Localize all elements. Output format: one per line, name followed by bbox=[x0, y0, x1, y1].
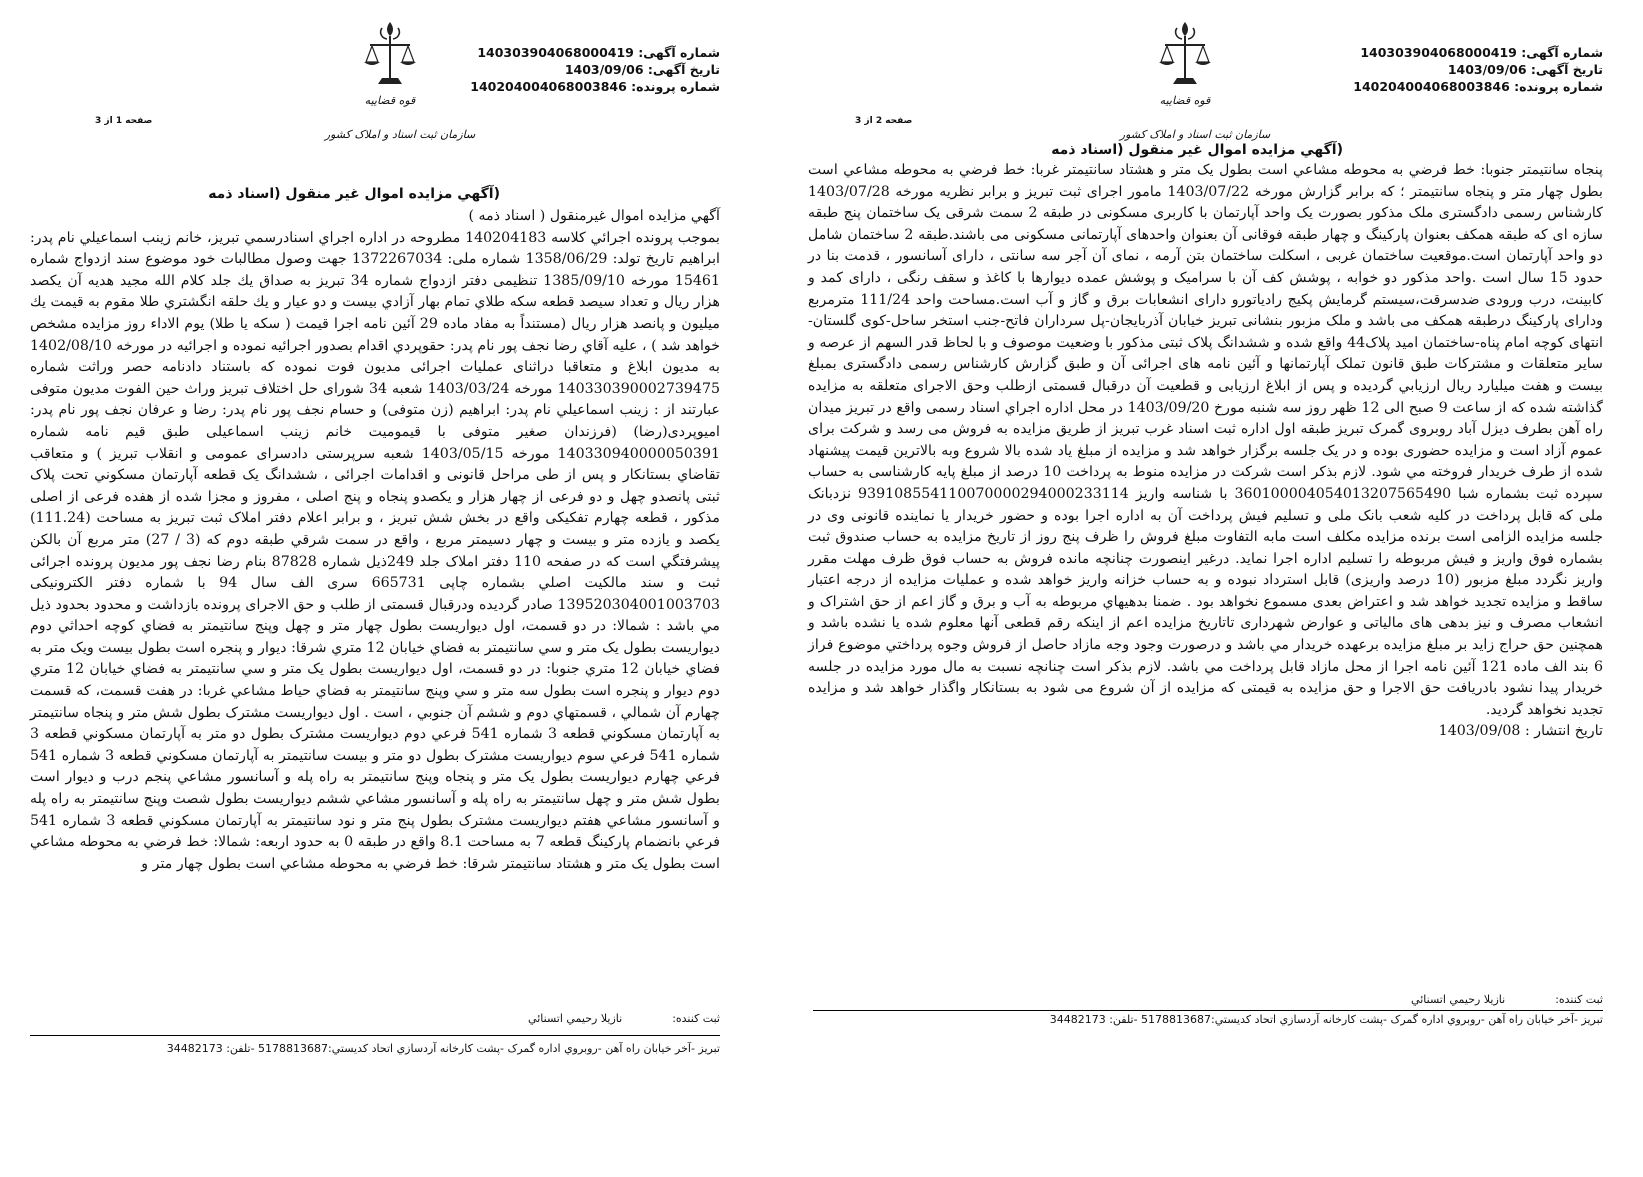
page-2 bbox=[800, 0, 1643, 1177]
body-heading: آگهي مزايده اموال غيرمنقول ( اسناد ذمه ) bbox=[468, 208, 720, 224]
notice-number: 140303904068000419 bbox=[477, 45, 634, 60]
notice-number: 140303904068000419 bbox=[1360, 45, 1517, 60]
recorder-label: ثبت كننده: bbox=[1555, 993, 1603, 1006]
page-1 bbox=[0, 0, 790, 1177]
body-paragraph: بموجب پرونده اجرائي كلاسه 140204183 مطروحه در اداره اجراي اسنادرسمي تبريز، خانم زينب اسماعيلي نام پدر: ابراهيم تاريخ تولد: 1358/06/29 شماره ملی: 1372267034 جهت وصول مطالبات خود موضوع سند ازدواج شماره 15461 مورخه 1385/09/10 تنظيمی دفتر ازدواج شماره 34 تبريز به صداق يك جلد كلام الله مجيد هديه آن يكصد هزار ريال و تعداد سيصد قطعه سكه طلاي تمام بهار آزادي بيست و دو عيار و يك حلقه انگشتري طلا مقوم به قيمت يك ميليون و پانصد هزار ريال (مستنداً به مفاد ماده 29 آئين نامه اجرا قيمت ( سكه يا طلا) يوم الاداء روز مزايده مشخص خواهد شد ) ، عليه آقاي رضا نجف پور نام پدر: حقوپردي اقدام بصدور اجرائيه نموده و اجرائيه در مورخه 1402/08/10 به مديون ابلاغ و متعاقبا دراثنای عمليات اجرائی مديون فوت نموده كه باستناد دادنامه حصر وراثت شماره 140330390002739475 مورخه 1403/03/24 شعبه 34 شورای حل اختلاف تبريز وراث حين الفوت مديون متوفی عبارتند از : زينب اسماعيلي نام پدر: ابراهيم (زن متوفی) و حسام نجف پور نام پدر: رضا و عرفان نجف پور نام پدر: اميوپردی(رضا) (فرزندان صغير متوفی با قيموميت خانم زينب اسماعيلی طبق قيم نامه شماره 140330940000050391 مورخه 1403/05/15 شعبه سرپرستی دادسرای عمومی و انقلاب تبريز ) و متعاقب تقاضاي بستانكار و پس از طی مراحل قانونی و اقدامات اجرائی ، ششدانگ يک قطعه آپارتمان مسكوني تحت پلاک ثبتی پانصدو چهل و دو فرعی از چهار هزار و يكصدو پنجاه و پنج اصلی ، مفروز و مجزا شده از هفده فرعی از اصلی مذكور ، قطعه چهارم تفكيكی واقع در بخش شش تبريز ، و برابر اعلام دفتر املاک ثبت تبريز به مساحت (111.24) يكصد و يازده متر و بيست و چهار دسيمتر مربع ، واقع در سمت شرقي طبقه دوم كه (3 / 27) متر مربع آن بالكن پيشرفتگي است كه در صفحه 110 دفتر املاک جلد 249ذيل شماره 87828 بنام رضا نجف پور مديون پرونده اجرائی ثبت و سند مالكيت اصلي بشماره چاپی 665731 سری الف سال 94 با شماره دفتر الكترونيكی 139520304001003703 صادر گرديده ودرقبال قسمتی از طلب و حق الاجرای پرونده بازداشت و محدود بحدود ذيل مي باشد : شمالا: در دو قسمت، اول ديواريست بطول چهار متر و چهل وپنج سانتيمتر به فضاي كوچه احداثي دوم ديواريست بطول يک متر و سي سانتيمتر به فضاي خيابان 12 متري شرقا: ديوار و پنجره است بطول بيست ويک متر به فضاي خيابان 12 متري جنوبا: در دو قسمت، اول ديواريست بطول يک متر و سي سانتيمتر به فضاي خيابان 12 متري دوم ديوار و پنجره است بطول سه متر و سي وپنج سانتيمتر به فضاي حياط مشاعي غربا: در هفت قسمت، كه قسمت چهارم آن شمالي ، قسمتهاي دوم و ششم آن جنوبي ، است . اول ديواريست مشترک بطول شش متر و پنجاه سانتيمتر به آپارتمان مسكوني قطعه 3 شماره 541 فرعي دوم ديواريست مشترک بطول دو متر به آپارتمان مسكوني قطعه 3 شماره 541 فرعي سوم ديواريست مشترک بطول دو متر و بيست سانتيمتر به آپارتمان مسكوني قطعه 3 شماره 541 فرعي چهارم ديواريست بطول يک متر و پنجاه وپنج سانتيمتر به راه پله و آسانسور مشاعي پنجم درب و ديوار است بطول شش متر و چهل سانتيمتر به راه پله و آسانسور مشاعي ششم ديواريست بطول شصت وپنج سانتيمتر به راه پله و آسانسور مشاعي هفتم ديواريست مشترک بطول پنج متر و نود سانتيمتر به آپارتمان مسكوني قطعه 3 شماره 541 فرعي بانضمام پاركينگ قطعه 7 به مساحت 8.1 واقع در طبقه 0 به حدود اربعه: شمالا: خط فرضي به محوطه مشاعي است بطول يک متر و هشتاد سانتيمتر شرقا: خط فرضي به محوطه مشاعي است بطول چهار متر و bbox=[30, 229, 721, 872]
notice-body bbox=[808, 160, 1603, 743]
scales-of-justice-emblem-icon bbox=[1155, 18, 1215, 98]
judiciary-name: قوه قضاییه bbox=[1159, 94, 1211, 107]
file-number-label: شماره پرونده: bbox=[1514, 79, 1603, 94]
notice-title: (آگهي مزايده اموال غير منقول (اسناد ذمه bbox=[208, 186, 500, 202]
notice-date-label: تاریخ آگهی: bbox=[647, 62, 720, 77]
signature-block bbox=[813, 993, 1603, 1026]
recorder-label: ثبت كننده: bbox=[672, 1012, 720, 1025]
notice-number-label: شماره آگهی: bbox=[638, 45, 720, 60]
notice-title: (آگهي مزايده اموال غير منقول (اسناد ذمه bbox=[1051, 142, 1343, 158]
signature-block bbox=[30, 1012, 720, 1055]
judiciary-emblem bbox=[324, 18, 476, 141]
organization-name: سازمان ثبت اسناد و املاک کشور bbox=[1119, 128, 1271, 141]
office-address: تبريز -آخر خيابان راه آهن -روبروي اداره گمرک -پشت كارخانه آردسازي اتحاد كديستي:5178813687 -تلفن: 34482173 bbox=[813, 1010, 1603, 1026]
notice-meta bbox=[1353, 44, 1603, 95]
file-number: 140204004068003846 bbox=[470, 79, 627, 94]
scales-of-justice-emblem-icon bbox=[360, 18, 420, 98]
recorder-name: نازيلا رحيمي اتسنائي bbox=[528, 1012, 623, 1025]
recorder-name: نازيلا رحيمي اتسنائي bbox=[1411, 993, 1506, 1006]
notice-date: 1403/09/06 bbox=[564, 62, 644, 77]
organization-name: سازمان ثبت اسناد و املاک کشور bbox=[324, 128, 476, 141]
notice-body bbox=[30, 206, 720, 875]
page-number: صفحه 1 از 3 bbox=[95, 116, 153, 126]
office-address: تبريز -آخر خيابان راه آهن -روبروي اداره گمرک -پشت كارخانه آردسازي اتحاد كديستي:5178813687 -تلفن: 34482173 bbox=[30, 1035, 720, 1055]
judiciary-name: قوه قضاییه bbox=[364, 94, 416, 107]
notice-meta bbox=[470, 44, 720, 95]
publication-date: تاريخ انتشار : 1403/09/08 bbox=[1438, 723, 1603, 740]
judiciary-emblem bbox=[1119, 18, 1271, 141]
page-number: صفحه 2 از 3 bbox=[855, 116, 913, 126]
notice-number-label: شماره آگهی: bbox=[1521, 45, 1603, 60]
notice-date-label: تاریخ آگهی: bbox=[1530, 62, 1603, 77]
body-paragraph: پنجاه سانتيمتر جنوبا: خط فرضي به محوطه مشاعي است بطول يک متر و هشتاد سانتيمتر غربا: خط فرضي به محوطه مشاعي است بطول چهار متر و پنجاه سانتيمتر ؛ كه برابر گزارش مورخه 1403/07/22 مامور اجرای ثبت تبريز و برابر نظريه مورخه 1403/07/28 كارشناس رسمی دادگستری ملک مذكور بصورت يک واحد آپارتمان با كاربری مسكونی در طبقه 2 سمت شرقی يک ساختمان پنج طبقه سازه ای كه طبقه همكف بعنوان پاركينگ و چهار طبقه فوقانی آن بعنوان واحدهای آپارتمانی مسكونی می باشند.طبقه 2 ساختمان شامل دو واحد آپارتمان است.موقعيت ساختمان غربی ، اسكلت ساختمان بتن آرمه ، نمای آن آجر سه سانتی ، دارای آسانسور ، قدمت بنا در حدود 15 سال است .واحد مذكور دو خوابه ، پوشش كف آن با سراميک و پوشش عمده ديوارها با كاغذ و سقف رنگی ، دارای كمد و كابينت، درب ورودی ضدسرقت،سيستم گرمايش پكيج رادياتورو دارای انشعابات برق و گاز و آب است.مساحت واحد 111/24 مترمربع ودارای پاركينگ درطبقه همكف می باشد و ملک مزبور بنشانی تبريز خيابان آذربايجان-پل سرداران فاتح-جنب استخر ساحل-كوی گلستان-انتهای كوچه امام پناه-ساختمان اميد پلاک44 واقع شده و ششدانگ پلاک ثبتی مذكور با وضعيت موصوف و با لحاظ قدر السهم از عرصه و ساير متعلقات و مشتركات طبق قانون تملک آپارتمانها و آئين نامه های اجرائی آن و طبق گزارش كارشناس رسمی دادگستری بمبلغ بيست و هفت ميليارد ريال ارزيابي گرديده و پس از ابلاغ ارزيابی و قطعيت آن درقبال قسمتی ازطلب وحق الاجرای متعلقه به مزايده گذاشته شده كه از ساعت 9 صبح الی 12 ظهر روز سه شنبه مورخ 1403/09/20 در محل اداره اجراي اسناد رسمی واقع در تبريز ميدان راه آهن بطرف ديزل آباد روبروی گمرک تبريز طبقه اول اداره ثبت اسناد غرب تبريز از طريق مزايده به فروش می رسد و شركت برای عموم آزاد است و مزايده حضوری بوده و در يک جلسه برگزار خواهد شد و مزايده از مبلغ ياد شده بالا شروع وبه بالاترين قيمت پيشنهاد شده از طرف خريدار فروخته مي شود. لازم بذكر است شركت در مزايده منوط به پرداخت 10 درصد از مبلغ پايه كارشناسی به حساب سپرده ثبت بشماره شبا 360100004054013207565490 با شناسه واريز 939108554110070000294000233114 نزدبانک ملی كه قابل پرداخت در كليه شعب بانک ملی و تسليم فيش پرداخت آن به اداره اجرا بوده و حضور خريدار يا نماينده قانونی وی در جلسه مزايده الزامی است برنده مزايده مكلف است مابه التفاوت مبلغ فروش را ظرف پنج روز از تاريخ مزايده به حساب صندوق ثبت بشماره فوق واريز و فيش مربوطه را تسليم اداره اجرا نمايد. درغير اينصورت چنانچه مانده فروش به حساب فوق ظرف مهلت مقرر واريز نگردد مبلغ مزبور (10 درصد واريزی) قابل استرداد نبوده و به حساب خزانه واريز خواهد شده و عمليات مزايده از درجه اعتبار ساقط و مزايده تجديد خواهد شد و اعتراض بعدی مسموع نخواهد بود . ضمنا بدهيهاي مربوطه به آب و برق و گاز اعم از حق اشتراک و انشعاب مصرف و نيز بدهی های مالياتی و عوارض شهرداری تاتاريخ مزايده اعم از اينكه رقم قطعی آنها معلوم شده يا نشده باشد و همچنين حق حراج زايد بر مبلغ مزايده برعهده خريدار مي باشد و درصورت وجود وجه مازاد حاصل از فروش وجوه پرداختي موضوع فراز 6 بند الف ماده 121 آئين نامه اجرا از محل مازاد قابل پرداخت مي باشد. لازم بذكر است چنانچه نسبت به مال مورد مزايده در جلسه خريدار پيدا نشود بادريافت حق الاجرا و حق مزايده به قيمتی كه مزايده از آن شروع می شود به بستانكار واگذار خواهد شد و مزايده تجديد نخواهد گرديد. bbox=[808, 162, 1604, 718]
notice-date: 1403/09/06 bbox=[1447, 62, 1527, 77]
file-number-label: شماره پرونده: bbox=[631, 79, 720, 94]
file-number: 140204004068003846 bbox=[1353, 79, 1510, 94]
